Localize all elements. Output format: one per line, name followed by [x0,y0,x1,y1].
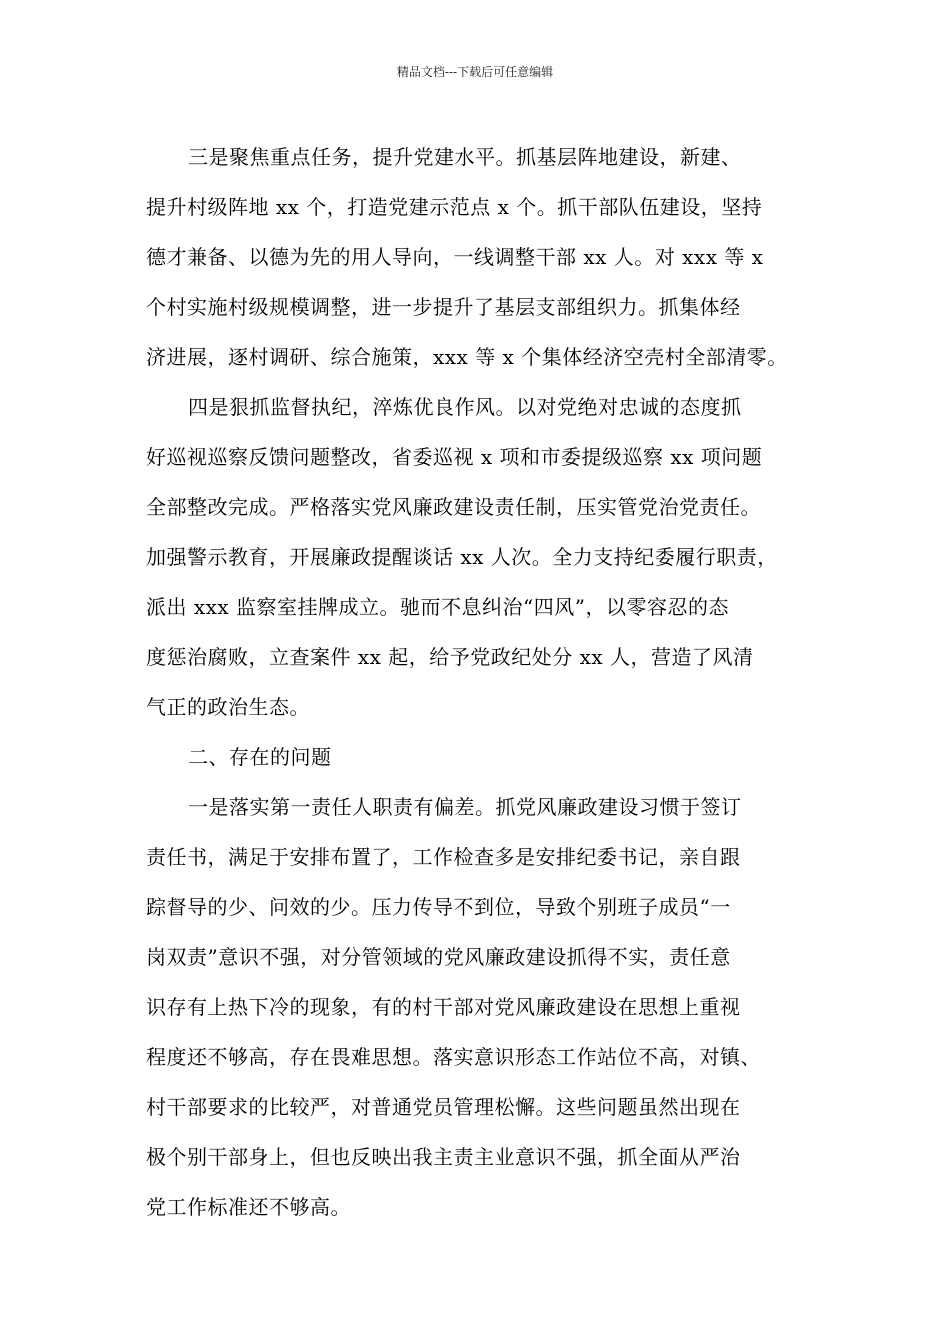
document-body [146,132,820,1232]
section-heading-problems: 二、存在的问题 [188,745,332,769]
paragraph-key-tasks: 三是聚焦重点任务，提升党建水平。抓基层阵地建设，新建、 提升村级阵地 xx 个，打造党建示范点 x 个。抓干部队伍建设，坚持 德才兼备、以德为先的用人导向，一线调整干部 xx 人。对 xxx 等 x 个村实施村级规模调整，进一步提升了基层支部组织力。抓集体经 济进展，逐村调研、综合施策，xxx 等 x 个集体经济空壳村全部清零。 [146,145,788,369]
page-header: 精品文档---下载后可任意编辑 [396,65,554,79]
paragraph-supervision: 四是狠抓监督执纪，淬炼优良作风。以对党绝对忠诚的态度抓 好巡视巡察反馈问题整改，省委巡视 x 项和市委提级巡察 xx 项问题 全部整改完成。严格落实党风廉政建设责任制，压实管党治党责任。 加强警示教育，开展廉政提醒谈话 xx 人次。全力支持纪委履行职责， 派出 xxx 监察室挂牌成立。驰而不息纠治“四风”，以零容忍的态 度惩治腐败，立查案件 xx 起，给予党政纪处分 xx 人，营造了风清 气正的政治生态。 [146,395,778,719]
paragraph-responsibility: 一是落实第一责任人职责有偏差。抓党风廉政建设习惯于签订 责任书，满足于安排布置了，工作检查多是安排纪委书记，亲自跟 踪督导的少、问效的少。压力传导不到位，导致个别班子成员“一 岗双责”意识不强，对分管领域的党风廉政建设抓得不实，责任意 识存有上热下冷的现象，有的村干部对党风廉政建设在思想上重视 程度还不够高，存在畏难思想。落实意识形态工作站位不高，对镇、 村干部要求的比较严，对普通党员管理松懈。这些问题虽然出现在 极个别干部身上，但也反映出我主责主业意识不强，抓全面从严治 党工作标准还不够高。 [146,795,761,1219]
